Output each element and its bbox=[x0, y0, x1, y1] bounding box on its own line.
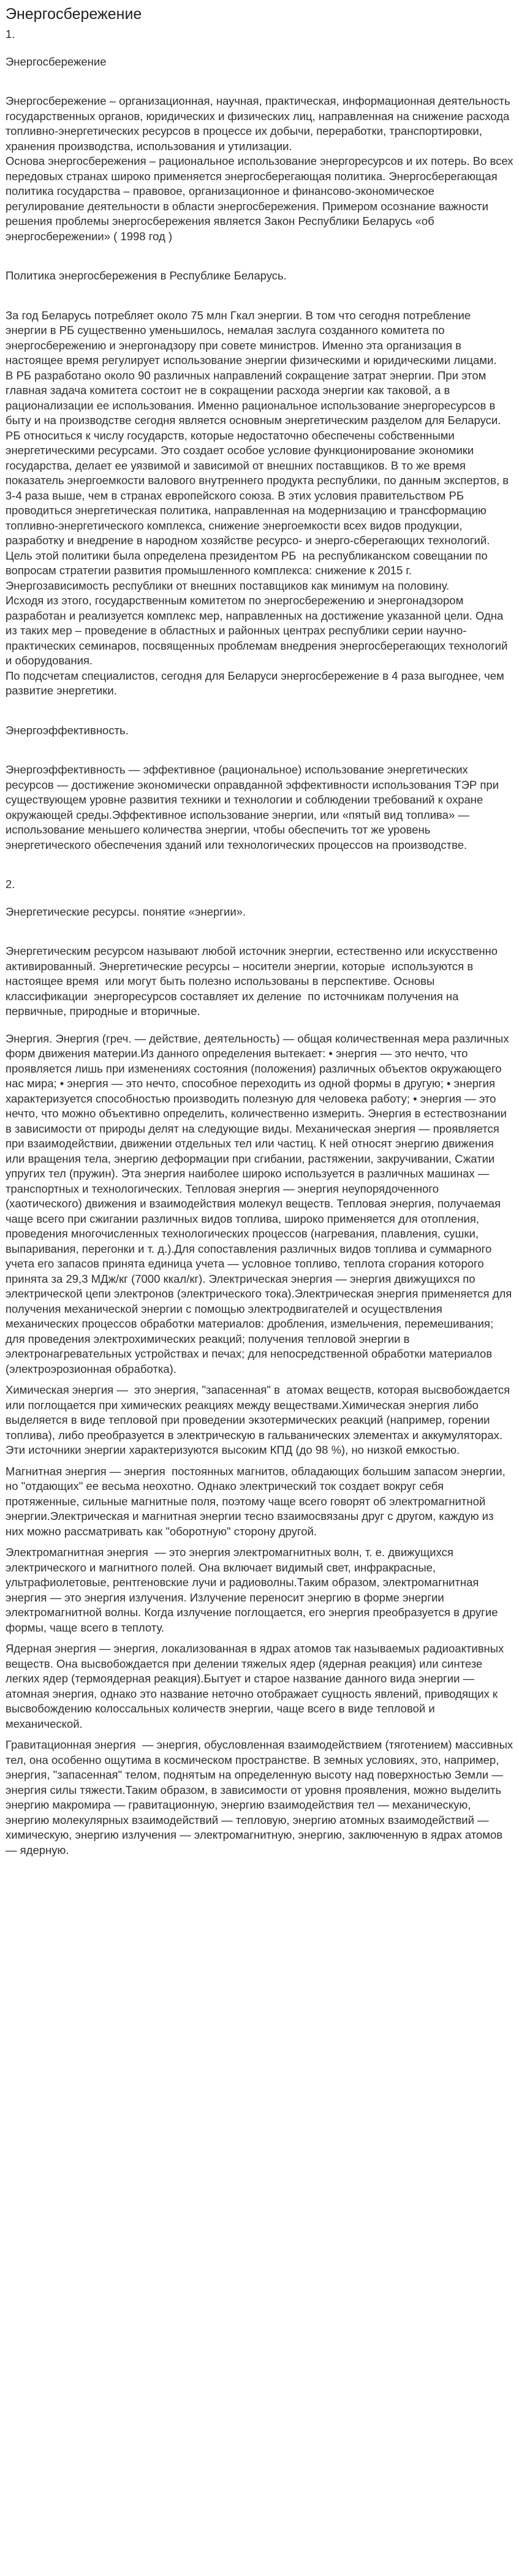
paragraph-policy: За год Беларусь потребляет около 75 млн Гкал энергии. В том что сегодня потребление энергии в РБ существенно уменьшилось, немалая заслуга созданного комитета по энергосбережению и энергонадзору при совете министров. Именно эта организация в настоящее время регулирует использование энергии физическими и юридическими лицами. В РБ разработано около 90 различных направлений сокращение затрат энергии. При этом главная задача комитета состоит не в сокращении расхода энергии как таковой, а в рационализации ее использования. Именно рациональное использование энергоресурсов в быту и на производстве сегодня является основным энергетическим разделом для Беларуси. РБ относиться к числу государств, которые недостаточно обеспечены собственными энергетическими ресурсами. Это создает особое условие функционирование экономики государства, делает ее уязвимой и зависимой от внешних поставщиков. В то же время показатель энергоемкости валового внутреннего продукта республики, по данным экспертов, в 3-4 раза выше, чем в странах европейского союза. В этих условия правительством РБ проводиться энергетическая политика, направленная на модернизацию и трансформацию топливно-энергетического комплекса, снижение энергоемкости всех видов продукции, разработку и внедрение в народном хозяйстве ресурсо- и энерго-сберегающих технологий. Цель этой политики была определена президентом РБ на республиканском совещании по вопросам стратегии развития промышленного комплекса: снижение к 2015 г. Энергозависимость республики от внешних поставщиков как минимум на половину. Исходя из этого, государственным комитетом по энергосбережению и энергонадзором разработан и реализуется комплекс мер, направленных на достижение указанной цели. Одна из таких мер – проведение в областных и районных центрах республики серии научно-практических семинаров, посвященных проблемам внедрения энергосберегающих технологий и оборудования. По подсчетам специалистов, сегодня для Беларуси энергосбережение в 4 раза выгоднее, чем развитие энергетики. bbox=[6, 308, 509, 697]
spacer bbox=[6, 1019, 513, 1032]
spacer bbox=[6, 244, 513, 268]
section-heading: Энергоэффективность. bbox=[6, 723, 129, 737]
spacer bbox=[6, 699, 513, 723]
spacer bbox=[6, 69, 513, 94]
paragraph-nuclear-energy: Ядерная энергия — энергия, локализованная в ядрах атомов так называемых радиоактивных веществ. Она высвобождается при делении тяжелых ядер (ядерная реакция) или синтезе легких ядер (термоядерная реакция).Бытует и старое название данного вида энергии — атомная энергия, однако это название неточно отображает сущность явлений, приводящих к высвобождению колоссальных количеств энергии, чаще всего в виде тепловой и механической. bbox=[6, 1642, 507, 1730]
section-heading: Энергосбережение bbox=[6, 55, 107, 68]
section-number-2: 2. bbox=[6, 878, 15, 891]
spacer bbox=[6, 892, 513, 905]
spacer bbox=[6, 42, 513, 55]
paragraph-electromagnetic-energy: Электромагнитная энергия — это энергия электромагнитных волн, т. е. движущихся электрического и магнитного полей. Она включает видимый свет, инфракрасные, ультрафиолетовые, рентгеновские лучи и радиоволны.Таким образом, электромагнитная энергия — это энергия излучения. Излучение переносит энергию в форме энергии электромагнитной волны. Когда излучение поглощается, его энергия преобразуется в другие формы, чаще всего в теплоту. bbox=[6, 1546, 501, 1634]
paragraph-resources: Энергетическим ресурсом называют любой источник энергии, естественно или искусственно активированный. Энергетические ресурсы – носители энергии, которые используются в настоящее время или могут быть полезно использованы в перспективе. Основы классификации энергоресурсов составляет их деление по источникам получения на первичные, природные и вторичные. bbox=[6, 944, 501, 1017]
paragraph-energy-types: Энергия. Энергия (греч. — действие, деятельность) — общая количественная мера различных форм движения материи.Из данного определения вытекает: • энергия — это нечто, что проявляется лишь при изменениях состояния (положения) различных объектов окружающего нас мира; • энергия — это нечто, способное переходить из одной формы в другую; • энергия характеризуется способностью производить полезную для человека работу; • энергия — это нечто, что можно объективно определить, количественно измерить. Энергия в естествознании в зависимости от природы делят на следующие виды. Механическая энергия — проявляется при взаимодействии, движении отдельных тел или частиц. К ней относят энергию движения или вращения тела, энергию деформации при сгибании, растяжении, закручивании, Сжатии упругих тел (пружин). Эта энергия наиболее широко используется в различных машинах — транспортных и технологических. Тепловая энергия — энергия неупорядоченного (хаотического) движения и взаимодействия молекул веществ. Тепловая энергия, получаемая чаще всего при сжигании различных видов топлива, широко применяется для отопления, проведения многочисленных технологических процессов (нагревания, плавления, сушки, выпаривания, перегонки и т. д.).Для сопоставления различных видов топлива и суммарного учета его запасов принята единица учета — условное топливо, теплота сгорания которого принята за 29,3 МДж/кг (7000 ккал/кг). Электрическая энергия — энергия движущихся по электрической цепи электронов (электрического тока).Электрическая энергия применяется для получения механической энергии с помощью электродвигателей и осуществления механических процессов обработки материалов: дробления, измельчения, перемешивания; для проведения электрохимических реакций; получения тепловой энергии в электронагревательных устройствах и печах; для непосредственной обработки материалов (электроэрозионная обработка). bbox=[6, 1032, 515, 1375]
spacer bbox=[6, 738, 513, 762]
spacer bbox=[6, 919, 513, 944]
section-heading: Политика энергосбережения в Республике Беларусь. bbox=[6, 269, 287, 282]
paragraph-magnetic-energy: Магнитная энергия — энергия постоянных магнитов, обладающих большим запасом энергии, но "отдающих" ее весьма неохотно. Однако электрический ток создает вокруг себя протяженные, сильные магнитные поля, поэтому чаще всего говорят об электромагнитной энергии.Электрическая и магнитная энергии тесно взаимосвязаны друг с другом, каждую из них можно рассматривать как "оборотную" сторону другой. bbox=[6, 1464, 509, 1538]
section-number-1: 1. bbox=[6, 28, 15, 40]
page-title: Энергосбережение bbox=[6, 6, 142, 23]
spacer bbox=[6, 853, 513, 877]
paragraph-chemical-energy: Химическая энергия — это энергия, "запасенная" в атомах веществ, которая высвобождается или поглощается при химических реакциях между веществами.Химическая энергия либо выделяется в виде тепловой при проведении экзотермических реакций (например, горении топлива), либо преобразуется в электрическую в гальванических элементах и аккумуляторах. Эти источники энергии характеризуются высоким КПД (до 98 %), но низкой емкостью. bbox=[6, 1383, 513, 1456]
paragraph-definition: Энергосбережение – организационная, научная, практическая, информационная деятельность государственных органов, юридических и физических лиц, направленная на снижение расхода топливно-энергетических ресурсов в процессе их добычи, переработки, транспортировки, хранения производства, использования и утилизации. Основа энергосбережения – рациональное использование энергоресурсов и их потерь. Во всех передовых странах широко применяется энергосберегающая политика. Энергосберегающая политика государства – правовое, организационное и финансово-экономическое регулирование деятельности в области энергосбережения. Примером осознание важности решения проблемы энергосбережения является Закон Республики Беларусь «об энергосбережении» ( 1998 год ) bbox=[6, 94, 513, 243]
spacer bbox=[6, 284, 513, 308]
article-content bbox=[6, 27, 517, 1858]
paragraph-efficiency: Энергоэффективность — эффективное (рациональное) использование энергетических ресурсов — достижение экономически оправданной эффективности использования ТЭР при существующем уровне развития техники и технологии и соблюдении требований к охране окружающей среды.Эффективное использование энергии, или «пятый вид топлива» — использование меньшего количества энергии, чтобы обеспечить тот же уровень энергетического обеспечения зданий или технологических процессов на производстве. bbox=[6, 763, 502, 851]
paragraph-gravitational-energy: Гравитационная энергия — энергия, обусловленная взаимодействием (тяготением) массивных тел, она особенно ощутима в космическом пространстве. В земных условиях, это, например, энергия, "запасенная" телом, поднятым на определенную высоту над поверхностью Земли — энергия силы тяжести.Таким образом, в зависимости от уровня проявления, можно выделить энергию макромира — гравитационную, энергию взаимодействия тел — механическую, энергию молекулярных взаимодействий — тепловую, энергию атомных взаимодействий — химическую, энергию излучения — электромагнитную, энергию, заключенную в ядрах атомов — ядерную. bbox=[6, 1738, 517, 1856]
section-heading: Энергетические ресурсы. понятие «энергии». bbox=[6, 905, 246, 918]
